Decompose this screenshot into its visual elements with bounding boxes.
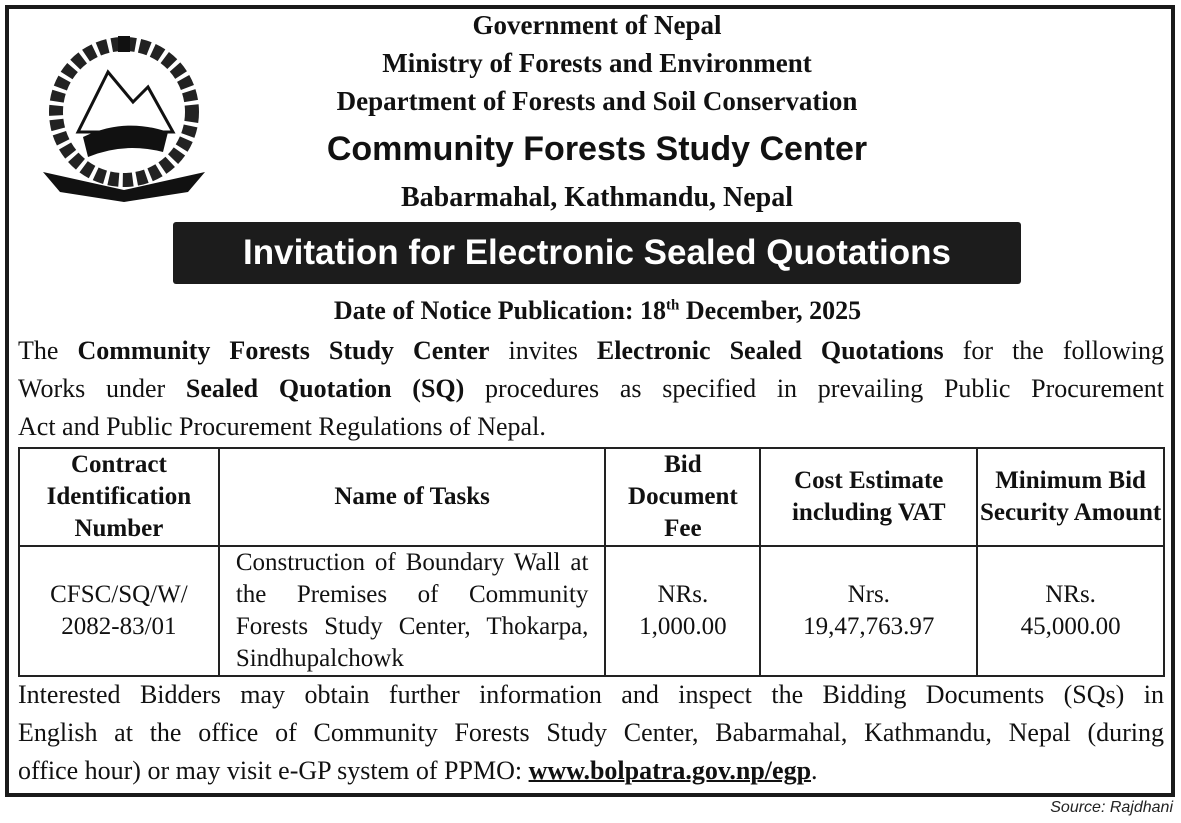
quotation-table bbox=[18, 447, 1165, 677]
bid-security: NRs. 45,000.00 bbox=[977, 546, 1164, 676]
source-credit: Source: Rajdhani bbox=[1050, 799, 1173, 816]
table-header-row bbox=[19, 448, 1164, 546]
department-line: Department of Forests and Soil Conservation bbox=[336, 86, 858, 116]
bid-fee: NRs. 1,000.00 bbox=[605, 546, 760, 676]
office-name: Community Forests Study Center bbox=[326, 130, 868, 168]
egp-link[interactable]: www.bolpatra.gov.np/egp bbox=[528, 756, 812, 785]
col-task-name: Name of Tasks bbox=[219, 448, 606, 546]
col-bid-security: Minimum Bid Security Amount bbox=[977, 448, 1164, 546]
col-contract-id: Contract Identification Number bbox=[19, 448, 219, 546]
publication-date: Date of Notice Publication: 18th December, 2025 bbox=[333, 296, 862, 325]
cost-estimate: Nrs. 19,47,763.97 bbox=[760, 546, 977, 676]
intro-paragraph: The Community Forests Study Center invites Electronic Sealed Quotations for the following Works under Sealed Quotation (SQ) procedures as specified in prevailing Public Procurement Act and Public Procurement Regulations of Nepal. bbox=[18, 336, 1164, 441]
notice-title-banner: Invitation for Electronic Sealed Quotations bbox=[173, 222, 1021, 284]
col-bid-fee: Bid Document Fee bbox=[605, 448, 760, 546]
table-row bbox=[19, 546, 1164, 676]
office-address: Babarmahal, Kathmandu, Nepal bbox=[400, 182, 794, 213]
contract-id: CFSC/SQ/W/ 2082-83/01 bbox=[19, 546, 219, 676]
govt-line: Government of Nepal bbox=[472, 10, 722, 40]
col-cost-estimate: Cost Estimate including VAT bbox=[760, 448, 977, 546]
task-name: Construction of Boundary Wall at the Premises of Community Forests Study Center, Thokarpa, Sindhupalchowk bbox=[219, 546, 606, 676]
ministry-line: Ministry of Forests and Environment bbox=[382, 48, 812, 78]
footer-paragraph: Interested Bidders may obtain further information and inspect the Bidding Documents (SQs) in English at the office of Community Forests Study Center, Babarmahal, Kathmandu, Nepal (during office hour) or may visit e-GP system of PPMO: www.bolpatra.gov.np/egp. bbox=[18, 680, 1164, 785]
